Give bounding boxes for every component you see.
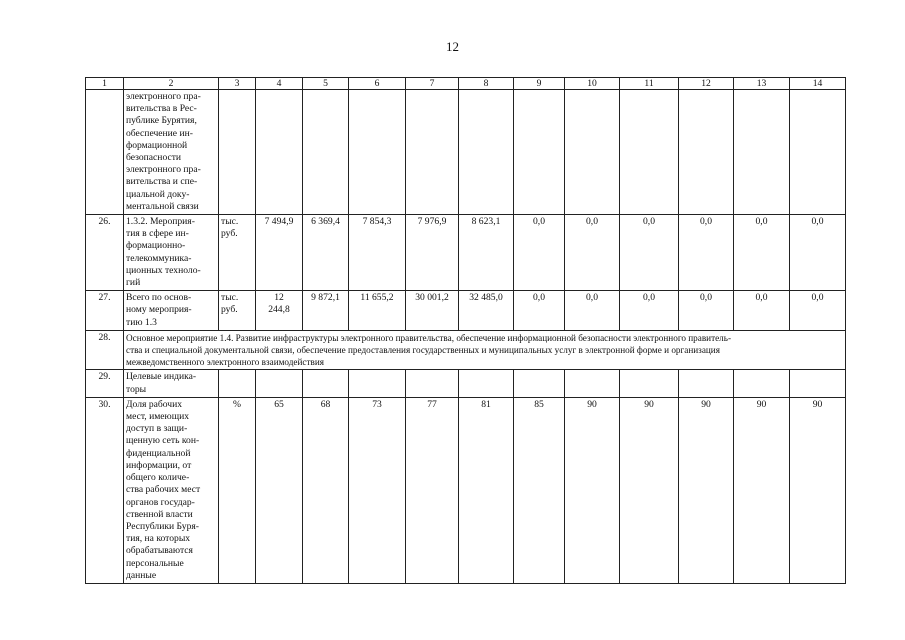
column-number-row [86, 78, 846, 90]
empty-cell [620, 90, 679, 215]
row-number-cell: 28. [86, 330, 124, 370]
value-cell: 0,0 [514, 291, 565, 331]
text-line: информации, от [126, 459, 192, 471]
text-line: руб. [221, 304, 238, 316]
header-cell: 2 [124, 78, 219, 90]
text-line: вительства в Рес- [126, 103, 197, 115]
text-line: гий [126, 277, 141, 289]
empty-cell [256, 370, 303, 397]
empty-cell [459, 90, 514, 215]
text-line: обеспечение ин- [126, 127, 193, 139]
empty-cell [679, 370, 734, 397]
empty-cell [734, 370, 790, 397]
value-cell: 68 [303, 397, 349, 583]
text-line: общего количе- [126, 472, 190, 484]
empty-cell [219, 370, 256, 397]
table-row [86, 215, 846, 291]
empty-cell [256, 90, 303, 215]
text-line: ционных техноло- [126, 264, 201, 276]
header-cell: 14 [790, 78, 846, 90]
unit-cell: % [219, 397, 256, 583]
header-cell: 13 [734, 78, 790, 90]
value-cell: 0,0 [734, 291, 790, 331]
text-line: щенную сеть кон- [126, 435, 200, 447]
value-cell: 32 485,0 [459, 291, 514, 331]
empty-cell [303, 370, 349, 397]
empty-cell [790, 370, 846, 397]
value-cell: 30 001,2 [406, 291, 459, 331]
row-name-cell [124, 370, 219, 397]
row-number-cell: 26. [86, 215, 124, 291]
text-line: тия, на которых [126, 533, 191, 545]
text-line: Целевые индика- [126, 371, 197, 383]
table-row [86, 90, 846, 215]
text-line: межведомственного электронного взаимодействия [126, 357, 325, 368]
header-cell: 10 [565, 78, 620, 90]
empty-cell [514, 90, 565, 215]
indicators-table [85, 77, 846, 584]
header-cell: 1 [86, 78, 124, 90]
value-cell: 77 [406, 397, 459, 583]
row-number-cell: 29. [86, 370, 124, 397]
empty-cell [620, 370, 679, 397]
empty-cell [565, 370, 620, 397]
empty-cell [349, 370, 406, 397]
row-name-cell [124, 90, 219, 215]
empty-cell [349, 90, 406, 215]
text-line: тыс. [221, 216, 239, 228]
empty-cell [565, 90, 620, 215]
header-cell: 11 [620, 78, 679, 90]
value-cell: 90 [790, 397, 846, 583]
value-cell [256, 291, 303, 331]
text-line: циальной доку- [126, 188, 190, 200]
header-cell: 4 [256, 78, 303, 90]
merged-text-cell [124, 330, 846, 370]
value-cell: 9 872,1 [303, 291, 349, 331]
header-cell: 6 [349, 78, 406, 90]
text-line: данные [126, 569, 157, 581]
empty-cell [790, 90, 846, 215]
value-cell: 0,0 [565, 291, 620, 331]
text-line: фиденциальной [126, 447, 191, 459]
unit-cell [219, 291, 256, 331]
page-number: 12 [446, 39, 459, 54]
value-cell: 85 [514, 397, 565, 583]
text-line: Всего по основ- [126, 292, 192, 304]
text-line: доступ в защи- [126, 423, 188, 435]
value-cell: 7 854,3 [349, 215, 406, 291]
text-line: Республики Буря- [126, 520, 199, 532]
row-number-cell: 27. [86, 291, 124, 331]
value-cell: 73 [349, 397, 406, 583]
empty-cell [514, 370, 565, 397]
value-cell: 90 [734, 397, 790, 583]
text-line: публике Бурятия, [126, 115, 197, 127]
value-cell: 0,0 [565, 215, 620, 291]
value-cell: 0,0 [679, 291, 734, 331]
value-cell: 0,0 [790, 291, 846, 331]
header-cell: 9 [514, 78, 565, 90]
text-line: торы [126, 383, 147, 395]
empty-cell [406, 90, 459, 215]
row-name-cell [124, 215, 219, 291]
text-line: мест, имеющих [126, 411, 190, 423]
text-line: тию 1.3 [126, 316, 157, 328]
empty-cell [679, 90, 734, 215]
table-row [86, 397, 846, 583]
text-line: 12 [274, 292, 284, 304]
text-line: обрабатываются [126, 545, 193, 557]
text-line: безопасности [126, 152, 182, 164]
header-cell: 7 [406, 78, 459, 90]
value-cell: 0,0 [790, 215, 846, 291]
text-line: тыс. [221, 292, 239, 304]
value-cell: 0,0 [620, 291, 679, 331]
header-cell: 5 [303, 78, 349, 90]
value-cell: 90 [565, 397, 620, 583]
text-line: телекоммуника- [126, 252, 192, 264]
text-line: ства и специальной документальной связи, обеспечение предоставления государственных и муниципальных услуг в электронной форме и организация [126, 345, 720, 356]
empty-cell [303, 90, 349, 215]
value-cell: 0,0 [620, 215, 679, 291]
header-cell: 12 [679, 78, 734, 90]
text-line: формационной [126, 139, 188, 151]
text-line: формационно- [126, 240, 186, 252]
value-cell: 7 494,9 [256, 215, 303, 291]
row-name-cell [124, 397, 219, 583]
value-cell: 90 [679, 397, 734, 583]
text-line: ному мероприя- [126, 304, 192, 316]
value-cell: 81 [459, 397, 514, 583]
table-row [86, 291, 846, 331]
value-cell: 11 655,2 [349, 291, 406, 331]
text-line: ственной власти [126, 508, 193, 520]
row-number-cell: 30. [86, 397, 124, 583]
empty-cell [219, 90, 256, 215]
empty-cell [406, 370, 459, 397]
empty-cell [734, 90, 790, 215]
text-line: тия в сфере ин- [126, 228, 189, 240]
text-line: вительства и спе- [126, 176, 198, 188]
text-line: ментальной связи [126, 200, 199, 212]
text-line: 244,8 [268, 304, 290, 316]
unit-cell [219, 215, 256, 291]
text-line: электронного пра- [126, 164, 201, 176]
value-cell: 0,0 [679, 215, 734, 291]
text-line: руб. [221, 228, 238, 240]
value-cell: 90 [620, 397, 679, 583]
value-cell: 0,0 [514, 215, 565, 291]
text-line: Основное мероприятие 1.4. Развитие инфраструктуры электронного правительства, обеспечение информационной безопасности электронного правитель- [126, 332, 732, 343]
header-cell: 3 [219, 78, 256, 90]
text-line: персональные [126, 557, 184, 569]
table-row [86, 330, 846, 370]
text-line: 1.3.2. Мероприя- [126, 216, 195, 228]
table-row [86, 370, 846, 397]
text-line: электронного пра- [126, 91, 201, 102]
header-cell: 8 [459, 78, 514, 90]
value-cell: 0,0 [734, 215, 790, 291]
value-cell: 7 976,9 [406, 215, 459, 291]
text-line: Доля рабочих [126, 398, 183, 410]
value-cell: 6 369,4 [303, 215, 349, 291]
row-name-cell [124, 291, 219, 331]
value-cell: 8 623,1 [459, 215, 514, 291]
row-number-cell [86, 90, 124, 215]
value-cell: 65 [256, 397, 303, 583]
text-line: ства рабочих мест [126, 484, 201, 496]
empty-cell [459, 370, 514, 397]
text-line: органов государ- [126, 496, 195, 508]
